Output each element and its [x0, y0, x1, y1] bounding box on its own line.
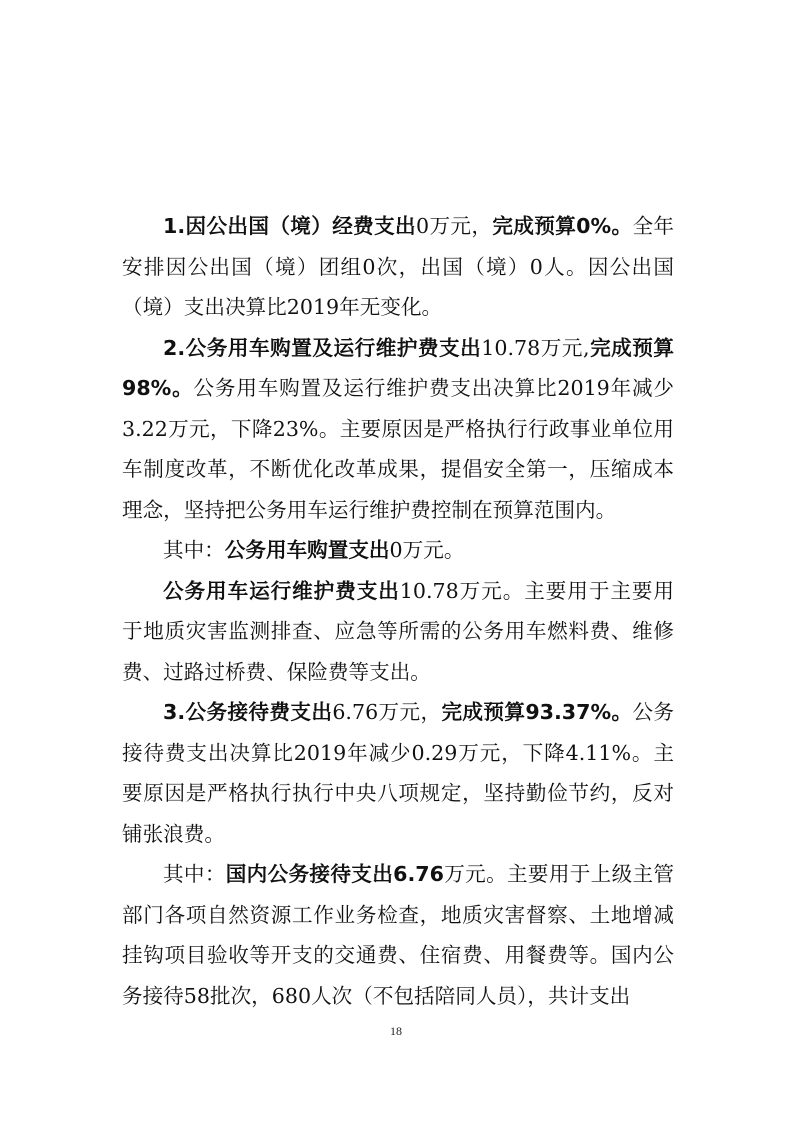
- completion-vehicle: 完成预算98%。: [122, 335, 675, 400]
- heading-foreign-travel: 1.因公出国（境）经费支出: [163, 214, 417, 238]
- paragraph-vehicle-purchase: [122, 530, 674, 571]
- completion-foreign-travel: 完成预算0%。: [492, 214, 633, 238]
- prefix-domestic-reception: 其中：: [163, 862, 226, 886]
- heading-domestic-reception: 国内公务接待支出: [225, 862, 394, 886]
- amount-vehicle-purchase: 0万元。: [389, 538, 465, 562]
- detail-reception: 公务接待费支出决算比2019年减少0.29万元，下降4.11%。主要原因是严格执行执行中央八项规定，坚持勤俭节约，反对铺张浪费。: [122, 700, 675, 846]
- paragraph-vehicle: [122, 328, 674, 531]
- heading-vehicle: 2.公务用车购置及运行维护费支出: [163, 335, 482, 360]
- detail-foreign-travel: 全年安排因公出国（境）团组0次，出国（境）0人。因公出国（境）支出决算比2019年无变化。: [122, 214, 675, 319]
- body-text: [122, 206, 674, 1016]
- paragraph-vehicle-maintenance: [122, 571, 674, 693]
- page-number: 18: [390, 1024, 402, 1038]
- heading-reception: 3.公务接待费支出: [163, 700, 333, 724]
- completion-reception: 完成预算93.37%。: [441, 700, 633, 724]
- detail-vehicle: 公务用车购置及运行维护费支出决算比2019年减少3.22万元，下降23%。主要原因是严格执行行政事业单位用车制度改革，不断优化改革成果，提倡安全第一，压缩成本理念，坚持把公务用车运行维护费控制在预算范围内。: [122, 376, 674, 522]
- heading-vehicle-maintenance: 公务用车运行维护费支出: [163, 578, 400, 603]
- heading-vehicle-purchase: 公务用车购置支出: [224, 538, 390, 562]
- detail-vehicle-maintenance: 10.78万元。主要用于主要用于地质灾害监测排查、应急等所需的公务用车燃料费、维修费、过路过桥费、保险费等支出。: [122, 578, 674, 684]
- amount-domestic-reception: 6.76: [393, 862, 444, 886]
- amount-vehicle: 10.78万元,: [481, 335, 590, 360]
- amount-reception: 6.76万元，: [332, 700, 442, 724]
- paragraph-foreign-travel: [122, 206, 674, 328]
- detail-domestic-reception: 万元。主要用于上级主管部门各项自然资源工作业务检查，地质灾害督察、土地增减挂钩项目验收等开支的交通费、住宿费、用餐费等。国内公务接待58批次，680人次（不包括陪同人员），共计支出: [122, 862, 675, 1008]
- prefix-vehicle-purchase: 其中：: [163, 538, 225, 562]
- paragraph-reception: [122, 692, 674, 854]
- paragraph-domestic-reception: [122, 854, 674, 1016]
- amount-foreign-travel: 0万元，: [416, 214, 493, 238]
